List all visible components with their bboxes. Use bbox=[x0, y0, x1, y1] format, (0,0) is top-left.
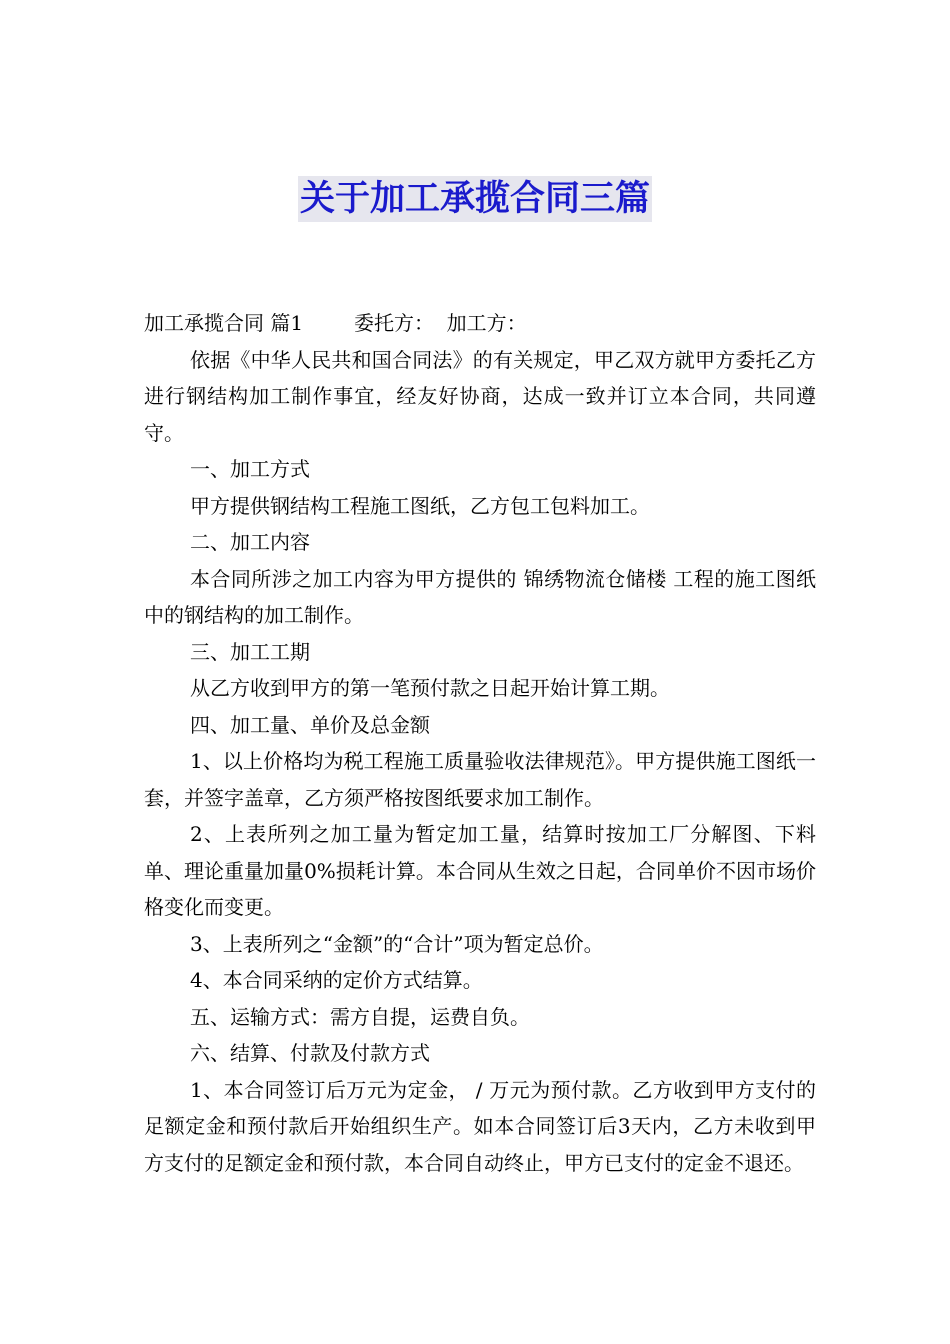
paragraph: 1、本合同签订后万元为定金， / 万元为预付款。乙方收到甲方支付的足额定金和预付款后开始组织生产。如本合同签订后3天内，乙方未收到甲方支付的足额定金和预付款，本合同自动终止，甲方已支付的定金不退还。 bbox=[144, 1077, 816, 1175]
section-heading-2: 二、加工内容 bbox=[190, 530, 310, 554]
document-title: 关于加工承揽合同三篇 bbox=[298, 176, 652, 222]
paragraph-header: 加工承揽合同 篇1 委托方： 加工方： bbox=[144, 311, 527, 335]
paragraph: 1、以上价格均为税工程施工质量验收法律规范》。甲方提供施工图纸一套，并签字盖章，乙方须严格按图纸要求加工制作。 bbox=[144, 749, 816, 810]
section-heading-6: 六、结算、付款及付款方式 bbox=[190, 1041, 430, 1065]
paragraph: 4、本合同采纳的定价方式结算。 bbox=[190, 968, 483, 992]
paragraph: 甲方提供钢结构工程施工图纸，乙方包工包料加工。 bbox=[190, 493, 650, 518]
title-container bbox=[0, 176, 950, 222]
paragraph: 从乙方收到甲方的第一笔预付款之日起开始计算工期。 bbox=[190, 676, 670, 700]
paragraph: 2、上表所列之加工量为暂定加工量，结算时按加工厂分解图、下料单、理论重量加量0%损耗计算。本合同从生效之日起，合同单价不因市场价格变化而变更。 bbox=[144, 822, 816, 919]
paragraph: 本合同所涉之加工内容为甲方提供的 锦绣物流仓储楼 工程的施工图纸中的钢结构的加工制作。 bbox=[144, 566, 816, 627]
section-heading-5: 五、运输方式：需方自提，运费自负。 bbox=[190, 1004, 530, 1029]
section-heading-3: 三、加工工期 bbox=[190, 639, 310, 664]
section-heading-4: 四、加工量、单价及总金额 bbox=[190, 712, 430, 737]
section-heading-1: 一、加工方式 bbox=[190, 457, 310, 481]
document-body bbox=[144, 305, 816, 1181]
paragraph: 3、上表所列之“金额”的“合计”项为暂定总价。 bbox=[190, 931, 604, 956]
paragraph-intro: 依据《中华人民共和国合同法》的有关规定，甲乙双方就甲方委托乙方进行钢结构加工制作事宜，经友好协商，达成一致并订立本合同，共同遵守。 bbox=[144, 347, 816, 445]
